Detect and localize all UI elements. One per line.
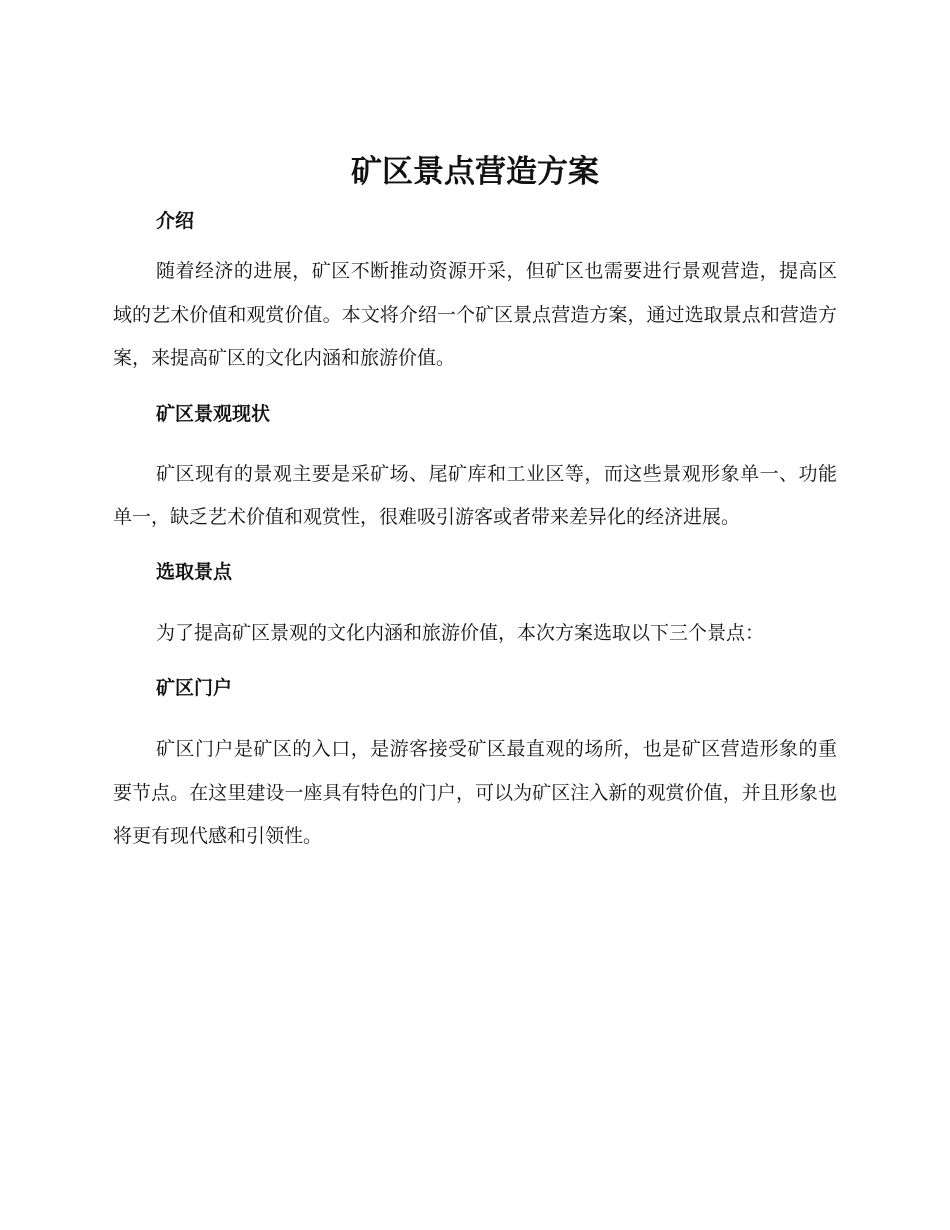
section-paragraph-intro: 随着经济的进展，矿区不断推动资源开采，但矿区也需要进行景观营造，提高区域的艺术价值和观赏价值。本文将介绍一个矿区景点营造方案，通过选取景点和营造方案，来提高矿区的文化内涵和旅游价值。 (113, 260, 837, 369)
section-paragraph-select-spots: 为了提高矿区景观的文化内涵和旅游价值，本次方案选取以下三个景点： (156, 621, 765, 644)
section-heading-intro: 介绍 (156, 210, 195, 232)
section-heading-select-spots: 选取景点 (156, 560, 233, 583)
section-heading-landscape-status: 矿区景观现状 (156, 402, 271, 425)
section-heading-mine-gateway: 矿区门户 (156, 677, 233, 699)
document-title: 矿区景点营造方案 (351, 154, 599, 190)
section-paragraph-mine-gateway: 矿区门户是矿区的入口，是游客接受矿区最直观的场所，也是矿区营造形象的重要节点。在这里建设一座具有特色的门户，可以为矿区注入新的观赏价值，并且形象也将更有现代感和引领性。 (113, 738, 837, 847)
section-paragraph-landscape-status: 矿区现有的景观主要是采矿场、尾矿库和工业区等，而这些景观形象单一、功能单一，缺乏艺术价值和观赏性，很难吸引游客或者带来差异化的经济进展。 (113, 462, 837, 528)
document-body (113, 205, 837, 859)
